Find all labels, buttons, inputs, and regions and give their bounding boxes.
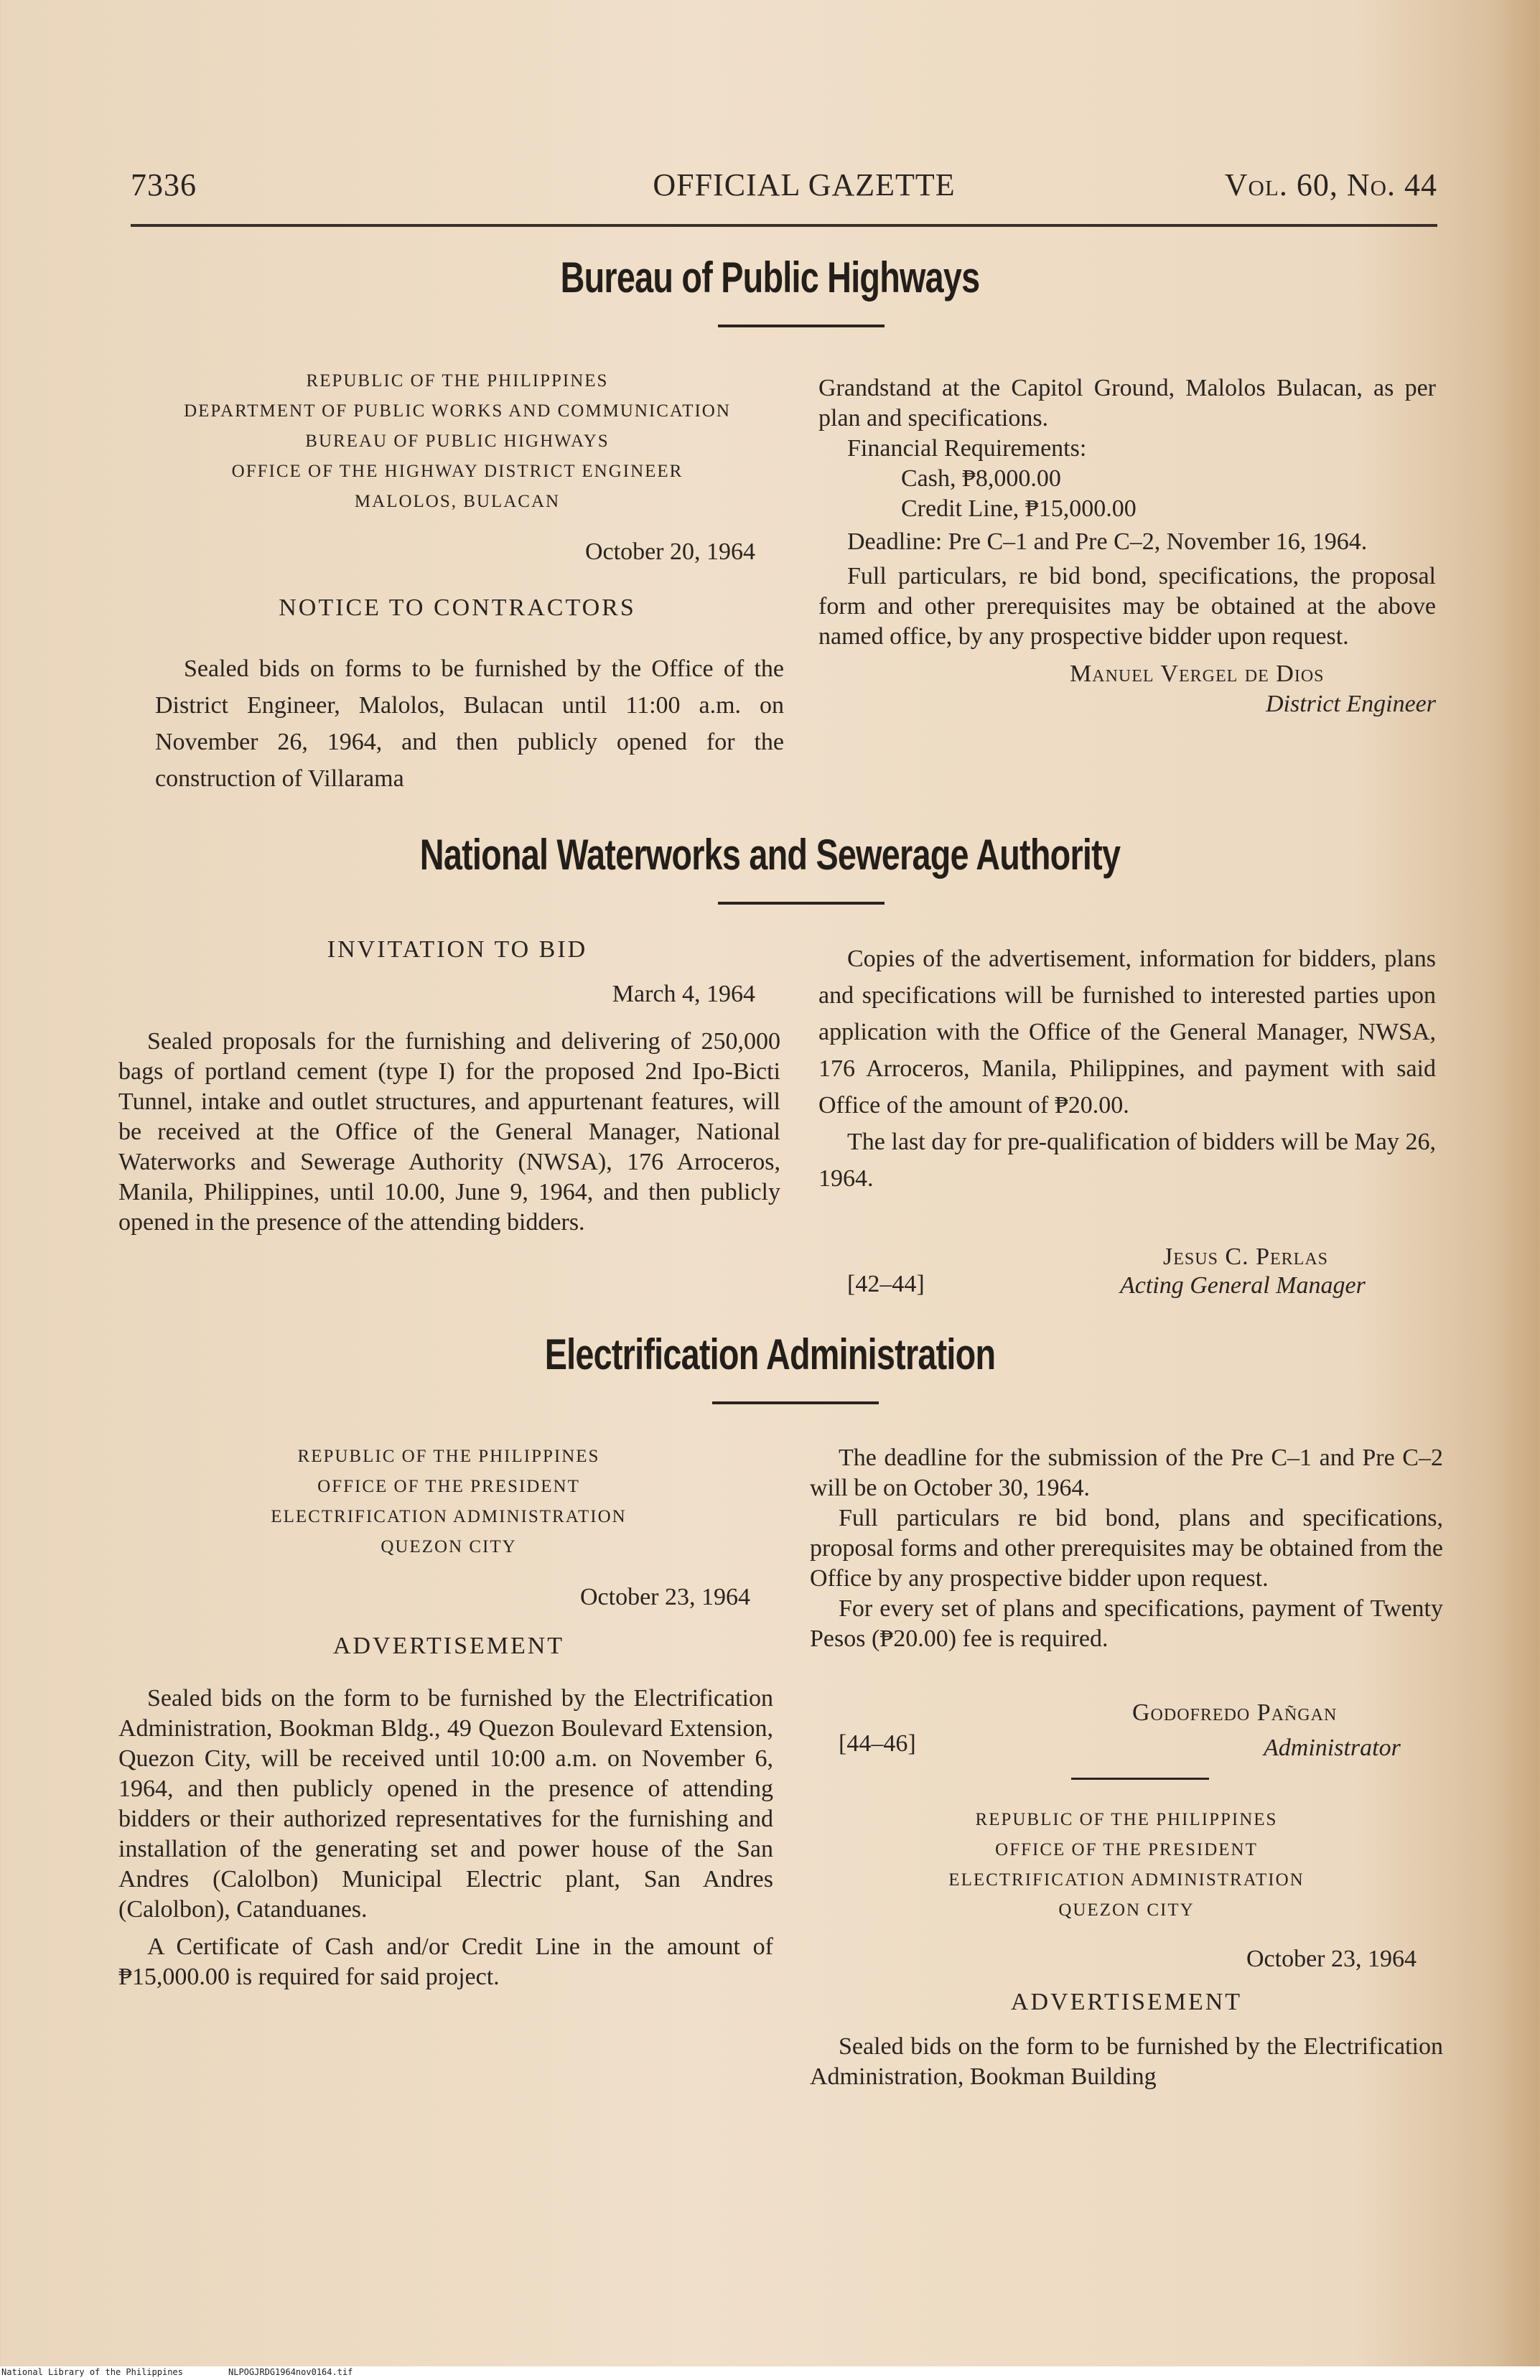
bph-financial-label: Financial Requirements: <box>847 435 1087 462</box>
bph-heading: NOTICE TO CONTRACTORS <box>279 594 636 621</box>
ea-right-column <box>810 1443 1443 1654</box>
ea-letterhead-line: ELECTRIFICATION ADMINISTRATION <box>271 1507 627 1526</box>
ea-date: October 23, 1964 <box>579 1584 750 1610</box>
footer-file: NLPOGJRDG1964nov0164.tif <box>228 2367 353 2377</box>
bph-particulars: Full particulars, re bid bond, specifications, the proposal form and other prerequisites may be obtained at the above named office, by any prospective bidder upon request. <box>818 563 1436 650</box>
bph-letterhead-line: REPUBLIC OF THE PHILIPPINES <box>306 371 609 391</box>
page-number: 7336 <box>131 167 197 202</box>
bph-cash: Cash, ₱8,000.00 <box>901 465 1061 492</box>
bph-signatory-title: District Engineer <box>1265 691 1436 717</box>
volume-number: Vol. 60, No. 44 <box>1224 167 1437 202</box>
ea-deadline: The deadline for the submission of the Pre C–1 and Pre C–2 will be on October 30, 1964. <box>810 1445 1443 1501</box>
nwsa-left-column <box>118 1027 780 1238</box>
bph-right-column <box>818 373 1436 719</box>
bph-credit: Credit Line, ₱15,000.00 <box>901 495 1137 522</box>
nwsa-right-column <box>818 941 1436 1197</box>
nwsa-body: Sealed proposals for the furnishing and delivering of 250,000 bags of portland cement (type I) for the proposed 2nd Ipo-Bicti Tunnel, intake and outlet structures, and appurtenant features, will be received at the Office of the General Manager, National Waterworks and Sewerage Authority (NWSA), 176 Arroceros, Manila, Philippines, until 10.00, June 9, 1964, and then publicly opened in the presence of the attending bidders. <box>118 1028 780 1236</box>
nwsa-date: March 4, 1964 <box>612 981 755 1007</box>
ea2-date: October 23, 1964 <box>1246 1946 1417 1972</box>
bph-body-left <box>155 650 784 797</box>
ea-letterhead-line: OFFICE OF THE PRESIDENT <box>317 1477 580 1496</box>
bph-section-title: Bureau of Public Highways <box>560 253 980 302</box>
nwsa-title-rule <box>718 902 885 905</box>
ea-letterhead <box>118 1442 779 1562</box>
nwsa-section-title: National Waterworks and Sewerage Authority <box>419 831 1121 879</box>
ea-particulars: Full particulars re bid bond, plans and specifications, proposal forms and other prerequisites may be obtained from the Office by any prospective bidder upon request. <box>810 1505 1443 1592</box>
ea-certificate: A Certificate of Cash and/or Credit Line in the amount of ₱15,000.00 is required for said project. <box>118 1933 773 1990</box>
nwsa-signatory-name: Jesus C. Perlas <box>1163 1243 1329 1270</box>
ea2-body-column <box>810 2032 1443 2092</box>
bph-letterhead <box>131 366 784 517</box>
bph-signatory-name: Manuel Vergel de Dios <box>1070 661 1325 687</box>
nwsa-last-day: The last day for pre-qualification of bidders will be May 26, 1964. <box>818 1129 1436 1192</box>
bph-letterhead-line: OFFICE OF THE HIGHWAY DISTRICT ENGINEER <box>231 462 683 481</box>
bph-body-continued: Grandstand at the Capitol Ground, Malolos Bulacan, as per plan and specifications. <box>818 375 1436 431</box>
ea-divider-rule <box>1071 1778 1209 1780</box>
ea2-letterhead <box>810 1805 1443 1926</box>
ea-left-column <box>118 1684 773 1992</box>
ea-heading: ADVERTISEMENT <box>332 1633 565 1659</box>
ea-body: Sealed bids on the form to be furnished by the Electrification Administration, Bookman Bldg., 49 Quezon Boulevard Extension, Quezon City, will be received until 10:00 a.m. on November 6, 1964, and then publicly opened in the presence of attending bidders or their authorized representatives for the furnishing and installation of the generating set and power house of the San Andres (Calolbon) Municipal Electric plant, San Andres (Calolbon), Catanduanes. <box>118 1685 773 1923</box>
ea2-heading: ADVERTISEMENT <box>1010 1989 1243 2015</box>
bph-date: October 20, 1964 <box>584 538 755 565</box>
ea-signatory-title: Administrator <box>1264 1735 1401 1761</box>
bph-deadline: Deadline: Pre C–1 and Pre C–2, November 16, 1964. <box>847 528 1368 555</box>
ea2-body: Sealed bids on the form to be furnished by the Electrification Administration, Bookman Building <box>810 2033 1443 2090</box>
nwsa-heading: INVITATION TO BID <box>327 936 588 963</box>
nwsa-ref: [42–44] <box>847 1271 925 1297</box>
ea-letterhead-line: REPUBLIC OF THE PHILIPPINES <box>297 1447 600 1466</box>
nwsa-signatory-title: Acting General Manager <box>1120 1272 1366 1299</box>
ea-section-title: Electrification Administration <box>544 1330 996 1378</box>
gazette-title: OFFICIAL GAZETTE <box>653 167 956 202</box>
bph-letterhead-line: BUREAU OF PUBLIC HIGHWAYS <box>305 431 610 451</box>
bph-letterhead-line: MALOLOS, BULACAN <box>354 492 561 511</box>
ea2-letterhead-line: OFFICE OF THE PRESIDENT <box>995 1840 1258 1859</box>
ea-signatory-name: Godofredo Pañgan <box>1132 1699 1338 1726</box>
bph-letterhead-line: DEPARTMENT OF PUBLIC WORKS AND COMMUNICATION <box>184 401 731 421</box>
footer-library: National Library of the Philippines <box>1 2367 183 2377</box>
ea-ref: [44–46] <box>839 1730 916 1757</box>
ea-payment: For every set of plans and specifications, payment of Twenty Pesos (₱20.00) fee is required. <box>810 1595 1443 1652</box>
ea2-letterhead-line: QUEZON CITY <box>1058 1900 1195 1920</box>
ea2-letterhead-line: ELECTRIFICATION ADMINISTRATION <box>948 1870 1305 1890</box>
bph-body-text: Sealed bids on forms to be furnished by the Office of the District Engineer, Malolos, Bulacan until 11:00 a.m. on November 26, 1964, and then publicly opened for the construction of Villarama <box>155 655 784 792</box>
bph-title-rule <box>718 325 885 327</box>
scan-footer <box>0 2366 1540 2380</box>
header-rule <box>131 224 1437 227</box>
ea2-letterhead-line: REPUBLIC OF THE PHILIPPINES <box>975 1810 1278 1829</box>
nwsa-copies: Copies of the advertisement, information for bidders, plans and specifications will be furnished to interested parties upon application with the Office of the General Manager, NWSA, 176 Arroceros, Manila, Philippines, and payment with said Office of the amount of ₱20.00. <box>818 946 1436 1119</box>
ea-title-rule <box>712 1401 879 1404</box>
ea-letterhead-line: QUEZON CITY <box>381 1537 517 1557</box>
